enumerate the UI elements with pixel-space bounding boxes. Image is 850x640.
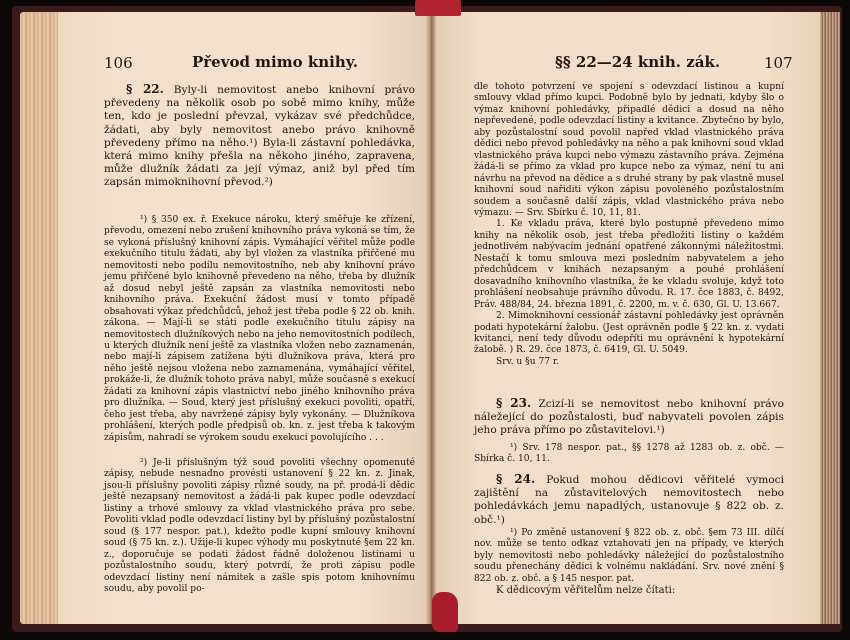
footnote-continued [474,82,784,368]
section-22 [104,83,415,190]
footnote-1-left [104,215,415,444]
ribbon-bookmark-top [415,0,461,16]
section-24-number: § 24. [496,472,536,486]
running-head-left: Převod mimo knihy. [192,53,358,71]
section-24-text: Pokud mohou dědicovi věřitelé vymoci zajištění na zůstavitelových nemovitostech nebo pohledávkách jemu napadlých, ustanovuje § 822 ob. z. obč.¹) [474,474,784,526]
footnote-2-text: ²) Je-li příslušným týž soud povoliti všechny opomenuté zápisy, nebude nesnadno provésti ustanovení § 22 kn. z. Jinak, jsou-li příslušny povoliti zápisy různé soudy, na př. prodá-li dědic ještě nezapsaný nemovitost a žádá-li pak kupec podle odevzdací listiny a trhové smlouvy za vklad vlastnického práva pro sebe. Povoliti vklad podle odevzdací listiny byl by příslušný pozůstalostní soud (§ 177 nespor. pat.), kdežto podle kupní smlouvy knihovní soud (§ 75 kn. z.). Užije-li kupec výhody mu poskytnuté §em 22 kn. z., doporučuje se podati žádost řádně doloženou listinami u pozůstalostního soudu, který potvrdí, že proti zápisu podle odevzdací listiny není námitek a zašle spis potom knihovnímu soudu, aby povolil po- [104,458,415,594]
see-also: Srv. u §u 77 r. [496,356,560,367]
section-22-text: Byly-li nemovitost anebo knihovní právo převedeny na několik osob po sobě mimo knihy, může ten, kdo je poslední převzal, vykázav své předchůdce, žádati, aby byly nemovitost anebo právo knihovně převedeny přímo na něho.¹) Byla-li zástavní pohledávka, která mimo knihy přešla na někoho jiného, zapravena, může dlužník žádati za její výmaz, aniž byl před tím zapsán mimoknihovní převod.²) [104,84,415,189]
running-head-right: §§ 22—24 knih. zák. [555,53,721,71]
footnote-23 [474,443,784,466]
book-gutter [426,12,436,624]
page-edges-right [818,12,840,624]
footnote-24-text: ¹) Po změně ustanovení § 822 ob. z. obč. §em 73 III. dílčí nov. může se tento odkaz vztahovati jen na případy, ve kterých byly nemovitosti nebo pohledávky náležející do pozůstalostního soudu přenechány dědici k volnému nakládání. Srv. nové znění § 822 ob. z. obč. a § 145 nespor. pat. [474,528,784,584]
section-23-number: § 23. [496,396,532,410]
note-2: 2. Mimoknihovní cessionář zástavní pohledávky jest oprávněn podati hypotekární žalobu. (Jest oprávněn podle § 22 kn. z. vydati kvitanci, není tedy důvodu odepříti mu oprávnění k hypotekární žalobě. ) R. 29. čce 1873, č. 6419, Gl. U. 5049. [474,311,784,356]
section-22-number: § 22. [126,82,164,96]
section-23 [474,397,784,438]
note-1: 1. Ke vkladu práva, které bylo postupně převedeno mimo knihy na několik osob, jest třeba předložiti listiny o každém jednotlivém nabývacím jednání opatřené zákonnými náležitostmi. Nestačí k tomu smlouva mezi posledním nabyvatelem a jeho předchůdcem v knihách nezapsaným a pouhé prohlášení dosavadního knihovního vlastníka, že ke vkladu svoluje, když toto prohlášení neobsahuje právního důvodu. R. 17. čce 1883, č. 8492, Práv. 488/84, 24. března 1891, č. 2200, m. v. č. 630, Gl. U. 13.667. [474,219,784,310]
page-number-right: 107 [764,54,793,72]
ribbon-bookmark-tassel [432,592,458,632]
footnote-continued-text: dle tohoto potvrzení ve spojení s odevzdací listinou a kupní smlouvy vklad přímo kupci. Podobně bylo by jednati, kdyby šlo o výmaz knihovní pohledávky, připadlé dědici a dosud na něho nepřevedené, podle odevzdací listiny a kvitance. Zbytečno by bylo, aby pozůstalostní soud povolil napřed vklad vlastnického práva dědici nebo převod pohledávky na něho a pak knihovní soud vklad vlastnického práva kupci nebo výmazu zástavního práva. Zejména žádá-li se přímo za vklad pro kupce nebo za výmaz, není tu ani návrhu na převod na dědice a s druhé strany by pak vlastně musel knihovní soud nařiditi výkon zápisu povoleného pozůstalostním soudem a současně další zápis, vklad vlastnického práva nebo výmazu. — Srv. Sbírku č. 10, 11, 81. [474,82,784,218]
page-number-left: 106 [104,54,133,72]
section-24 [474,473,784,527]
closing-line: K dědicovým věřitelům nelze čítati: [496,585,676,597]
footnote-2-left [104,458,415,595]
footnote-24 [474,528,784,597]
footnote-23-text: ¹) Srv. 178 nespor. pat., §§ 1278 až 1283 ob. z. obč. — Sbírka č. 10, 11. [474,443,784,465]
footnote-1-text: ¹) § 350 ex. ř. Exekuce nároku, který směřuje ke zřízení, převodu, omezení nebo zrušení knihovního práva vykoná se tím, že se vykoná příslušný knihovní zápis. Vymáhající věřitel může podle exekučního titulu žádati, aby byl vložen za vlastníka přiřčené mu nemovitosti nebo podílu nemovitostního, neb aby knihovní právo jemu přiřčené bylo knihovně převedeno na něho, třeba by dlužník až dosud nebyl ještě zapsán za vlastníka nemovitosti nebo knihovního práva. Exekuční žádost musí v tomto případě obsahovati výkaz předchůdců, jehož jest třeba podle § 22 ob. knih. zákona. — Mají-li se státi podle exekučního titulu zápisy na nemovitostech dlužníkových nebo na jeho nemovitostních podílech, u kterých dlužník není ještě za vlastníka vložen nebo zaznamenán, nebo mají-li zápisem zatížena býti dlužníkova práva, která pro něho ještě nejsou vložena nebo zaznamenána, vymáhající věřitel, prokáže-li, že dlužník tohoto práva nabyl, může současně s exekucí žádati za knihovní zápis vlastnictví nebo jiného knihovního práva pro dlužníka. — Soud, který jest příslušný exekuci povoliti, opatří, čeho jest třeba, aby navržené zápisy byly vykonány. — Dlužníkova prohlášení, kterých podle předpisů ob. kn. z. jest třeba k takovým zápisům, nahradí se výrokem soudu exekuci povolujícího . . . [104,215,415,443]
section-23-text: Zcizí-li se nemovitost nebo knihovní právo náležející do pozůstalosti, buď nabyvateli povolen zápis jeho práva přímo po zůstavitelovi.¹) [474,398,784,437]
